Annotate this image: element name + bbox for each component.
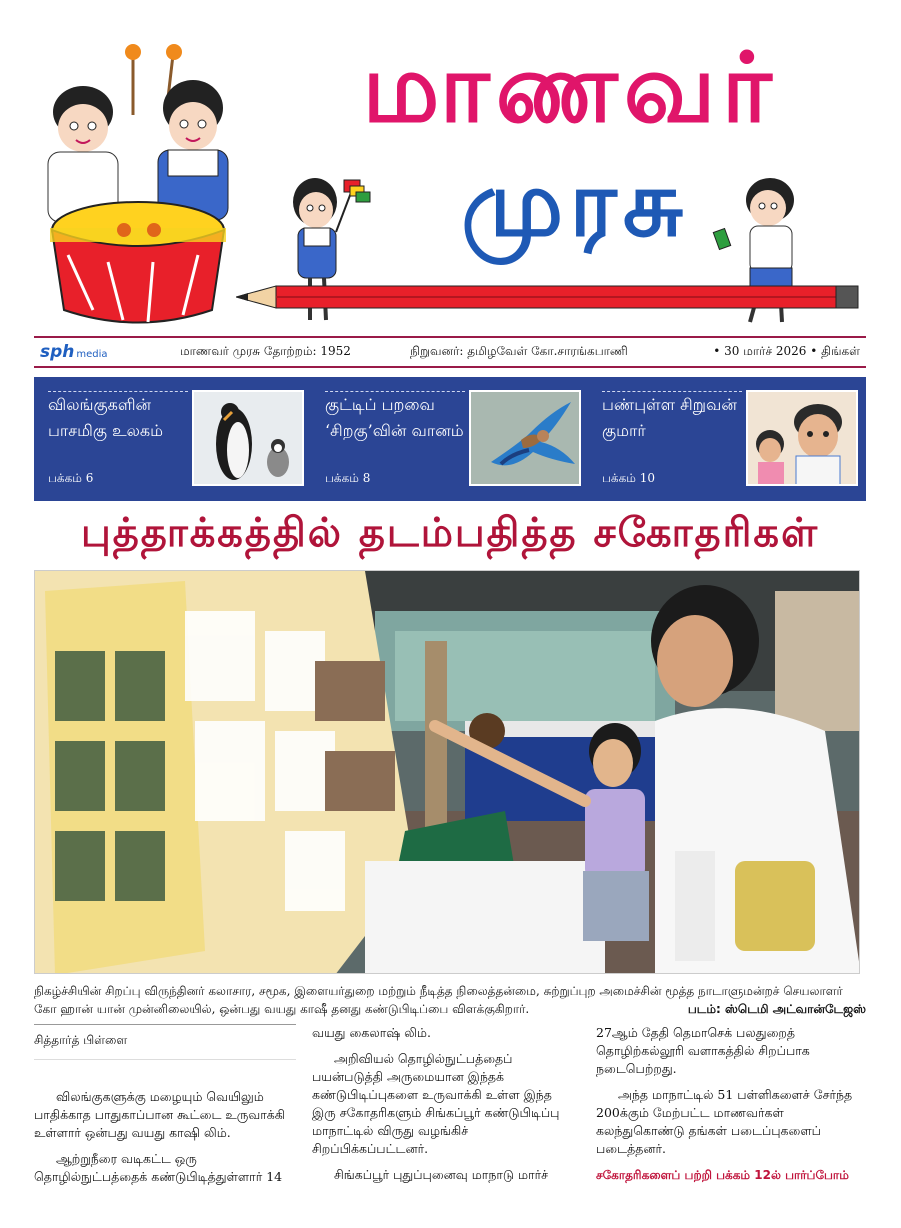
teaser-animals[interactable] xyxy=(34,377,311,501)
sph-logo-text: sph xyxy=(40,342,75,362)
penguin-photo xyxy=(192,390,304,486)
masthead-title-line2: முரசு xyxy=(461,150,689,257)
teaser-title: குட்டிப் பறவை ‘சிறகு’வின் வானம் xyxy=(325,391,465,444)
teaser-page: பக்கம் 8 xyxy=(325,471,371,485)
comic-illustration xyxy=(746,390,858,486)
teaser-title: விலங்குகளின் பாசமிகு உலகம் xyxy=(48,391,188,444)
article-column-3 xyxy=(596,1024,866,1184)
teaser-page: பக்கம் 6 xyxy=(48,471,94,485)
article-paragraph: வயது கைலாஷ் லிம். xyxy=(312,1025,431,1040)
teaser-title: பண்புள்ள சிறுவன் குமார் xyxy=(602,391,742,444)
byline: சித்தார்த் பிள்ளை xyxy=(34,1024,296,1060)
article-paragraph: சிங்கப்பூர் புதுப்புனைவு மாநாடு மார்ச் xyxy=(334,1167,549,1182)
caption-text: நிகழ்ச்சியின் சிறப்பு விருந்தினர் கலாசார, சமூக, இளையர்துறை மற்றும் நீடித்த நிலைத்தன்மை, சுற்றுப்புற அமைச்சின் மூத்த நாடாளுமன்றச் செயலாளர் கோ ஹான் யான் முன்னிலையில், ஒன்பது வயது காஷீ தனது கண்டுபிடிப்பை விளக்குகிறார். xyxy=(34,984,843,1016)
article-column-1 xyxy=(34,1024,296,1194)
article-paragraph: விலங்குகளுக்கு மழையும் வெயிலும் பாதிக்காத பாதுகாப்பான கூட்டை உருவாக்கி உள்ளார் ஒன்பது வயது காஷி லிம். xyxy=(34,1089,286,1140)
masthead xyxy=(0,0,901,340)
founded-text: மாணவர் முரசு தோற்றம்: 1952 xyxy=(180,344,351,358)
teaser-comic[interactable] xyxy=(588,377,865,501)
article-paragraph: அறிவியல் தொழில்நுட்பத்தைப் பயன்படுத்தி அருமையான இந்தக் கண்டுபிடிப்புகளை உருவாக்கி உள்ள இந்த இரு சகோதரிகளும் சிங்கப்பூர் கண்டுபிடிப்பு மாநாட்டில் விருது வழங்கிச் சிறப்பிக்கப்பட்டனர். xyxy=(312,1051,560,1156)
info-bar xyxy=(34,336,866,368)
teaser-bird[interactable] xyxy=(311,377,588,501)
teaser-band xyxy=(34,377,866,501)
bird-photo xyxy=(469,390,581,486)
article-paragraph: அந்த மாநாட்டில் 51 பள்ளிகளைச் சேர்ந்த 200க்கும் மேற்பட்ட மாணவர்கள் கலந்துகொண்டு தங்கள் படைப்புகளைப் படைத்தனர். xyxy=(596,1087,853,1156)
teaser-page: பக்கம் 10 xyxy=(602,471,656,485)
founder-text: நிறுவனர்: தமிழவேள் கோ.சாரங்கபாணி xyxy=(410,344,628,358)
pencil-illustration xyxy=(236,284,860,310)
drum-kids-illustration xyxy=(38,40,238,330)
main-photo xyxy=(34,570,860,974)
photo-credit: படம்: ஸ்டெமி அட்வான்டேஜஸ் xyxy=(687,1002,866,1016)
sph-media-logo[interactable] xyxy=(40,342,160,362)
article-paragraph: ஆற்றுநீரை வடிகட்ட ஒரு தொழில்நுட்பத்தைக் கண்டுபிடித்துள்ளார் 14 xyxy=(34,1151,283,1184)
issue-date: • 30 மார்ச் 2026 • திங்கள் xyxy=(713,344,860,358)
main-headline: புத்தாக்கத்தில் தடம்பதித்த சகோதரிகள் xyxy=(80,510,820,556)
masthead-title-line1: மாணவர் xyxy=(362,32,778,144)
article-paragraph: 27ஆம் தேதி தெமாசெக் பலதுறைத் தொழிற்கல்லூரி வளாகத்தில் சிறப்பாக நடைபெற்றது. xyxy=(596,1025,810,1076)
sph-logo-subtext: media xyxy=(76,349,108,360)
article-column-2 xyxy=(312,1024,574,1192)
photo-caption xyxy=(34,982,866,1018)
continue-link[interactable]: சகோதரிகளைப் பற்றி பக்கம் 12ல் பார்ப்போம் xyxy=(596,1168,849,1182)
